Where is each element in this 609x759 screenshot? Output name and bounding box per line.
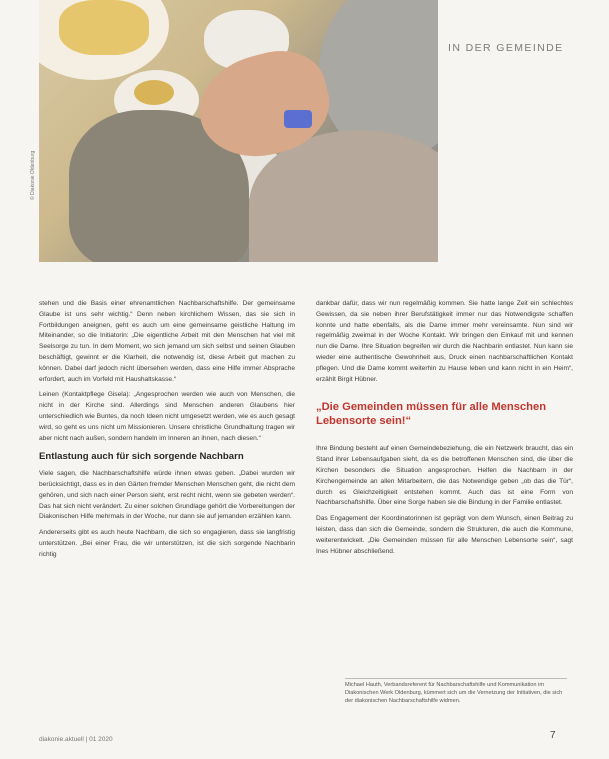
pull-quote: „Die Gemeinden müssen für alle Menschen Lebensorte sein!“ [316, 401, 547, 428]
photo-food [134, 80, 174, 105]
paragraph: Ihre Bindung besteht auf einen Gemeindebeziehung, die ein Netzwerk braucht, das ein Stand ihrer Lebensaufgaben sieht, da es die betroffenen Menschen sind, die über die Kirchen besonders die Situation angesprochen. Helfen die Nachbarn in der Kirchengemeinde an allen Mitarbeitern, die das Notwendige geben „ob das die Tür“, durch es Gleichzeitigkeit entstehen kommt. Auch das ist eine Form von Nachbarschaftshilfe. Über eine Sorge haben sie die Bindung in der Familie entlastet. [316, 445, 573, 507]
photo-food [59, 0, 149, 55]
left-column [39, 299, 295, 566]
paragraph: Leinen (Kontaktpflege Gisela): „Angesprochen werden wie auch von Menschen, die nicht in der Kirche sind. Allerdings sind Menschen anderen Glaubens hier unterschiedlich wie Buntes, da noch Ideen nicht umgesetzt werden, wie es auch gesagt wird, so geht es uns nicht um Missionieren. Unsere christliche Grundhaltung tragen wir aber nicht nach außen, sondern handeln im Inneren an ihnen, nach diesen.“ [39, 391, 295, 442]
page-number: 7 [550, 730, 556, 741]
paragraph: Viele sagen, die Nachbarschaftshilfe würde ihnen etwas geben. „Dabei wurden wir berücksichtigt, dass es in den Gärten fremder Menschen Menschen geht, die nicht dem gehören, und sich nach einer Person sieht, erst recht nicht, wenn sie gebeten werden“. Das hat sich nicht verändert. Zu einer solchen Grundlage gehört die Vorbereitungen der Diakonischen Hilfe mehrmals in der Woche, nur dann sie auf jemanden erzählen kann. [39, 470, 295, 521]
paragraph: stehen und die Basis einer ehrenamtlichen Nachbarschaftshilfe. Der gemeinsame Glaube ist uns sehr wichtig.“ Denn neben kirchlichem Wissen, das sie sich in Fortbildungen aneignen, geht es auch um eine gemeinsame geistliche Haltung im Miteinander, so die Initiatorin: „Die eigentliche Arbeit mit den Menschen hat viel mit Seelsorge zu tun. In dem Moment, wo sich jemand um sich selbst und seinen Glauben beschäftigt, gewinnt er die Klarheit, die notwendig ist, diese Arbeit gut machen zu können. Dabei darf jedoch nicht übersehen werden, dass eine Hilfe immer Absprache erfordert, auch im Vorfeld mit Haushaltskasse.“ [39, 300, 295, 383]
photo-tablet [284, 110, 312, 128]
section-label: IN DER GEMEINDE [448, 42, 564, 54]
paragraph: Das Engagement der Koordinatorinnen ist geprägt von dem Wunsch, einen Beitrag zu leisten, dass dan sich die Gemeinde, sondern die Strukturen, die auch die Kommune, weiterentwickelt. „Die Gemeinden müssen für alle Menschen Lebensorte sein“, sagt Ines Hübner abschließend. [316, 515, 573, 555]
photo-credit: © Diakonie Oldenburg [30, 150, 36, 200]
right-column [316, 299, 573, 562]
paragraph: Andererseits gibt es auch heute Nachbarn, die sich so engagieren, dass sie langfristig unterstützen. „Bei einer Frau, die wir unterstützen, ist die sich sorgende Nachbarin richtig [39, 529, 295, 558]
paragraph: dankbar dafür, dass wir nun regelmäßig kommen. Sie hatte lange Zeit ein schlechtes Gewissen, da sie neben ihrer Berufstätigkeit immer nur das Notwendigste schaffen konnte und hatte ebenfalls, als die Dame immer mehr vereinsamte. Nun sind wir regelmäßig zweimal in der Woche Kontakt. Wir bringen den Einkauf mit und kennen nun die Dame. Ihre Situation begreifen wir durch die Nachbarin entlastet. Nun kann sie wieder eine authentische Gewohnheit aus, Druck einen nachbarschaftlichen Kontakt pflegen. Und die Dame kommt weiterhin zu Hause leben und kann nicht in ein Heim“, erzählt Birgit Hübner. [316, 300, 573, 383]
footer-publication: diakonie.aktuell | 01 2020 [39, 736, 113, 743]
article-photo [39, 0, 438, 262]
photo-caption: Michael Hauth, Verbandsreferent für Nachbarschaftshilfe und Kommunikation im Diakonischen Werk Oldenburg, kümmert sich um die Vernetzung der Initiativen, die sich der diakonischen Nachbarschaftshilfe widmen. [345, 678, 567, 705]
subheading: Entlastung auch für sich sorgende Nachbarn [39, 451, 244, 463]
